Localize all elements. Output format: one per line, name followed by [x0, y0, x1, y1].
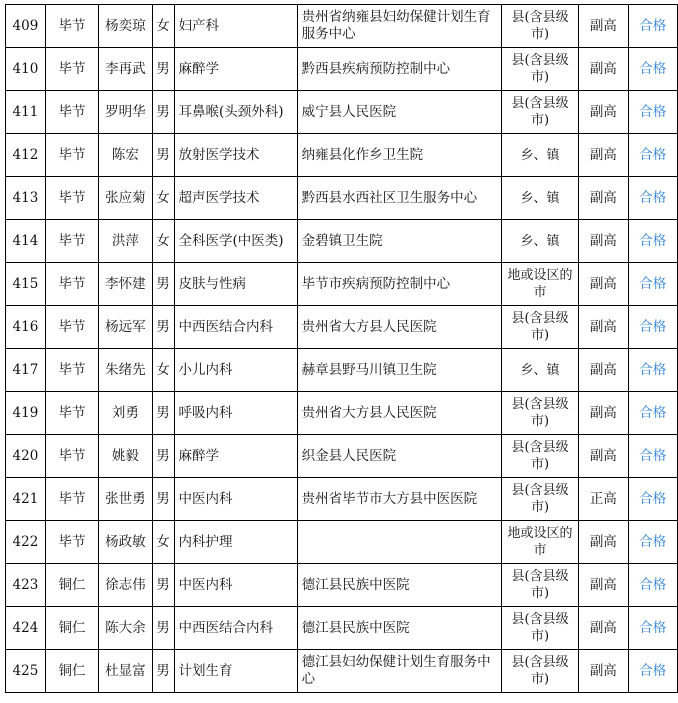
level-cell: 县(含县级市)	[501, 392, 578, 435]
row-number: 413	[6, 177, 46, 220]
region-cell: 毕节	[45, 435, 98, 478]
level-cell: 县(含县级市)	[501, 5, 578, 48]
table-row	[6, 564, 678, 607]
region-cell: 毕节	[45, 349, 98, 392]
title-cell: 副高	[579, 435, 628, 478]
table-row	[6, 48, 678, 91]
specialty-cell: 放射医学技术	[174, 134, 297, 177]
gender-cell: 女	[152, 5, 174, 48]
specialty-cell: 皮肤与性病	[174, 263, 297, 306]
table-row	[6, 263, 678, 306]
level-cell: 地或设区的市	[501, 263, 578, 306]
specialty-cell: 全科医学(中医类)	[174, 220, 297, 263]
name-cell: 刘勇	[99, 392, 152, 435]
level-cell: 县(含县级市)	[501, 435, 578, 478]
title-cell: 副高	[579, 263, 628, 306]
gender-cell: 男	[152, 478, 174, 521]
name-cell: 张应菊	[99, 177, 152, 220]
result-cell: 合格	[628, 177, 677, 220]
result-cell: 合格	[628, 607, 677, 650]
title-cell: 副高	[579, 306, 628, 349]
name-cell: 朱绪先	[99, 349, 152, 392]
region-cell: 毕节	[45, 306, 98, 349]
gender-cell: 女	[152, 349, 174, 392]
specialty-cell: 妇产科	[174, 5, 297, 48]
result-cell: 合格	[628, 349, 677, 392]
region-cell: 毕节	[45, 5, 98, 48]
unit-cell: 黔西县水西社区卫生服务中心	[297, 177, 501, 220]
table-row	[6, 521, 678, 564]
gender-cell: 男	[152, 306, 174, 349]
table-body	[6, 5, 678, 693]
region-cell: 毕节	[45, 48, 98, 91]
result-cell: 合格	[628, 91, 677, 134]
specialty-cell: 呼吸内科	[174, 392, 297, 435]
region-cell: 毕节	[45, 220, 98, 263]
table-row	[6, 650, 678, 693]
table-row	[6, 5, 678, 48]
row-number: 423	[6, 564, 46, 607]
level-cell: 县(含县级市)	[501, 48, 578, 91]
region-cell: 毕节	[45, 177, 98, 220]
result-cell: 合格	[628, 263, 677, 306]
gender-cell: 男	[152, 134, 174, 177]
specialty-cell: 耳鼻喉(头颈外科)	[174, 91, 297, 134]
title-cell: 副高	[579, 564, 628, 607]
specialty-cell: 中医内科	[174, 564, 297, 607]
region-cell: 毕节	[45, 91, 98, 134]
unit-cell: 贵州省毕节市大方县中医医院	[297, 478, 501, 521]
row-number: 414	[6, 220, 46, 263]
name-cell: 陈大余	[99, 607, 152, 650]
title-cell: 副高	[579, 392, 628, 435]
level-cell: 县(含县级市)	[501, 607, 578, 650]
gender-cell: 男	[152, 607, 174, 650]
results-table	[5, 4, 678, 693]
name-cell: 徐志伟	[99, 564, 152, 607]
row-number: 410	[6, 48, 46, 91]
level-cell: 县(含县级市)	[501, 650, 578, 693]
region-cell: 毕节	[45, 521, 98, 564]
row-number: 416	[6, 306, 46, 349]
level-cell: 县(含县级市)	[501, 91, 578, 134]
name-cell: 罗明华	[99, 91, 152, 134]
name-cell: 杨政敏	[99, 521, 152, 564]
result-cell: 合格	[628, 5, 677, 48]
gender-cell: 男	[152, 564, 174, 607]
title-cell: 正高	[579, 478, 628, 521]
gender-cell: 女	[152, 220, 174, 263]
gender-cell: 男	[152, 91, 174, 134]
unit-cell: 黔西县疾病预防控制中心	[297, 48, 501, 91]
unit-cell: 金碧镇卫生院	[297, 220, 501, 263]
table-row	[6, 435, 678, 478]
gender-cell: 女	[152, 521, 174, 564]
unit-cell: 威宁县人民医院	[297, 91, 501, 134]
unit-cell: 毕节市疾病预防控制中心	[297, 263, 501, 306]
result-cell: 合格	[628, 521, 677, 564]
gender-cell: 男	[152, 435, 174, 478]
specialty-cell: 小儿内科	[174, 349, 297, 392]
unit-cell: 德江县妇幼保健计划生育服务中心	[297, 650, 501, 693]
name-cell: 杨奕琼	[99, 5, 152, 48]
name-cell: 李再武	[99, 48, 152, 91]
level-cell: 乡、镇	[501, 349, 578, 392]
unit-cell	[297, 521, 501, 564]
result-cell: 合格	[628, 564, 677, 607]
result-cell: 合格	[628, 48, 677, 91]
result-cell: 合格	[628, 478, 677, 521]
title-cell: 副高	[579, 521, 628, 564]
unit-cell: 德江县民族中医院	[297, 607, 501, 650]
region-cell: 铜仁	[45, 607, 98, 650]
specialty-cell: 超声医学技术	[174, 177, 297, 220]
table-row	[6, 220, 678, 263]
row-number: 425	[6, 650, 46, 693]
gender-cell: 男	[152, 392, 174, 435]
table-row	[6, 478, 678, 521]
unit-cell: 赫章县野马川镇卫生院	[297, 349, 501, 392]
row-number: 424	[6, 607, 46, 650]
result-cell: 合格	[628, 306, 677, 349]
row-number: 409	[6, 5, 46, 48]
unit-cell: 贵州省大方县人民医院	[297, 392, 501, 435]
result-cell: 合格	[628, 134, 677, 177]
title-cell: 副高	[579, 349, 628, 392]
level-cell: 乡、镇	[501, 177, 578, 220]
specialty-cell: 中医内科	[174, 478, 297, 521]
level-cell: 地或设区的市	[501, 521, 578, 564]
row-number: 411	[6, 91, 46, 134]
title-cell: 副高	[579, 48, 628, 91]
title-cell: 副高	[579, 134, 628, 177]
table-row	[6, 177, 678, 220]
row-number: 419	[6, 392, 46, 435]
name-cell: 张世勇	[99, 478, 152, 521]
row-number: 417	[6, 349, 46, 392]
region-cell: 毕节	[45, 134, 98, 177]
specialty-cell: 麻醉学	[174, 435, 297, 478]
level-cell: 乡、镇	[501, 134, 578, 177]
row-number: 421	[6, 478, 46, 521]
table-row	[6, 349, 678, 392]
result-cell: 合格	[628, 435, 677, 478]
result-cell: 合格	[628, 650, 677, 693]
row-number: 420	[6, 435, 46, 478]
name-cell: 陈宏	[99, 134, 152, 177]
table-row	[6, 306, 678, 349]
unit-cell: 纳雍县化作乡卫生院	[297, 134, 501, 177]
gender-cell: 男	[152, 48, 174, 91]
table-row	[6, 392, 678, 435]
specialty-cell: 中西医结合内科	[174, 306, 297, 349]
specialty-cell: 麻醉学	[174, 48, 297, 91]
title-cell: 副高	[579, 91, 628, 134]
unit-cell: 贵州省大方县人民医院	[297, 306, 501, 349]
region-cell: 毕节	[45, 392, 98, 435]
level-cell: 县(含县级市)	[501, 306, 578, 349]
level-cell: 县(含县级市)	[501, 478, 578, 521]
region-cell: 毕节	[45, 478, 98, 521]
gender-cell: 男	[152, 263, 174, 306]
row-number: 412	[6, 134, 46, 177]
level-cell: 乡、镇	[501, 220, 578, 263]
title-cell: 副高	[579, 607, 628, 650]
table-row	[6, 134, 678, 177]
gender-cell: 女	[152, 177, 174, 220]
result-cell: 合格	[628, 220, 677, 263]
row-number: 415	[6, 263, 46, 306]
name-cell: 姚毅	[99, 435, 152, 478]
title-cell: 副高	[579, 650, 628, 693]
region-cell: 毕节	[45, 263, 98, 306]
name-cell: 杜显富	[99, 650, 152, 693]
name-cell: 杨远军	[99, 306, 152, 349]
title-cell: 副高	[579, 177, 628, 220]
row-number: 422	[6, 521, 46, 564]
unit-cell: 德江县民族中医院	[297, 564, 501, 607]
specialty-cell: 计划生育	[174, 650, 297, 693]
gender-cell: 男	[152, 650, 174, 693]
title-cell: 副高	[579, 220, 628, 263]
specialty-cell: 内科护理	[174, 521, 297, 564]
unit-cell: 织金县人民医院	[297, 435, 501, 478]
region-cell: 铜仁	[45, 650, 98, 693]
name-cell: 洪萍	[99, 220, 152, 263]
title-cell: 副高	[579, 5, 628, 48]
specialty-cell: 中西医结合内科	[174, 607, 297, 650]
name-cell: 李怀建	[99, 263, 152, 306]
level-cell: 县(含县级市)	[501, 564, 578, 607]
unit-cell: 贵州省纳雍县妇幼保健计划生育服务中心	[297, 5, 501, 48]
table-row	[6, 91, 678, 134]
table-row	[6, 607, 678, 650]
result-cell: 合格	[628, 392, 677, 435]
region-cell: 铜仁	[45, 564, 98, 607]
